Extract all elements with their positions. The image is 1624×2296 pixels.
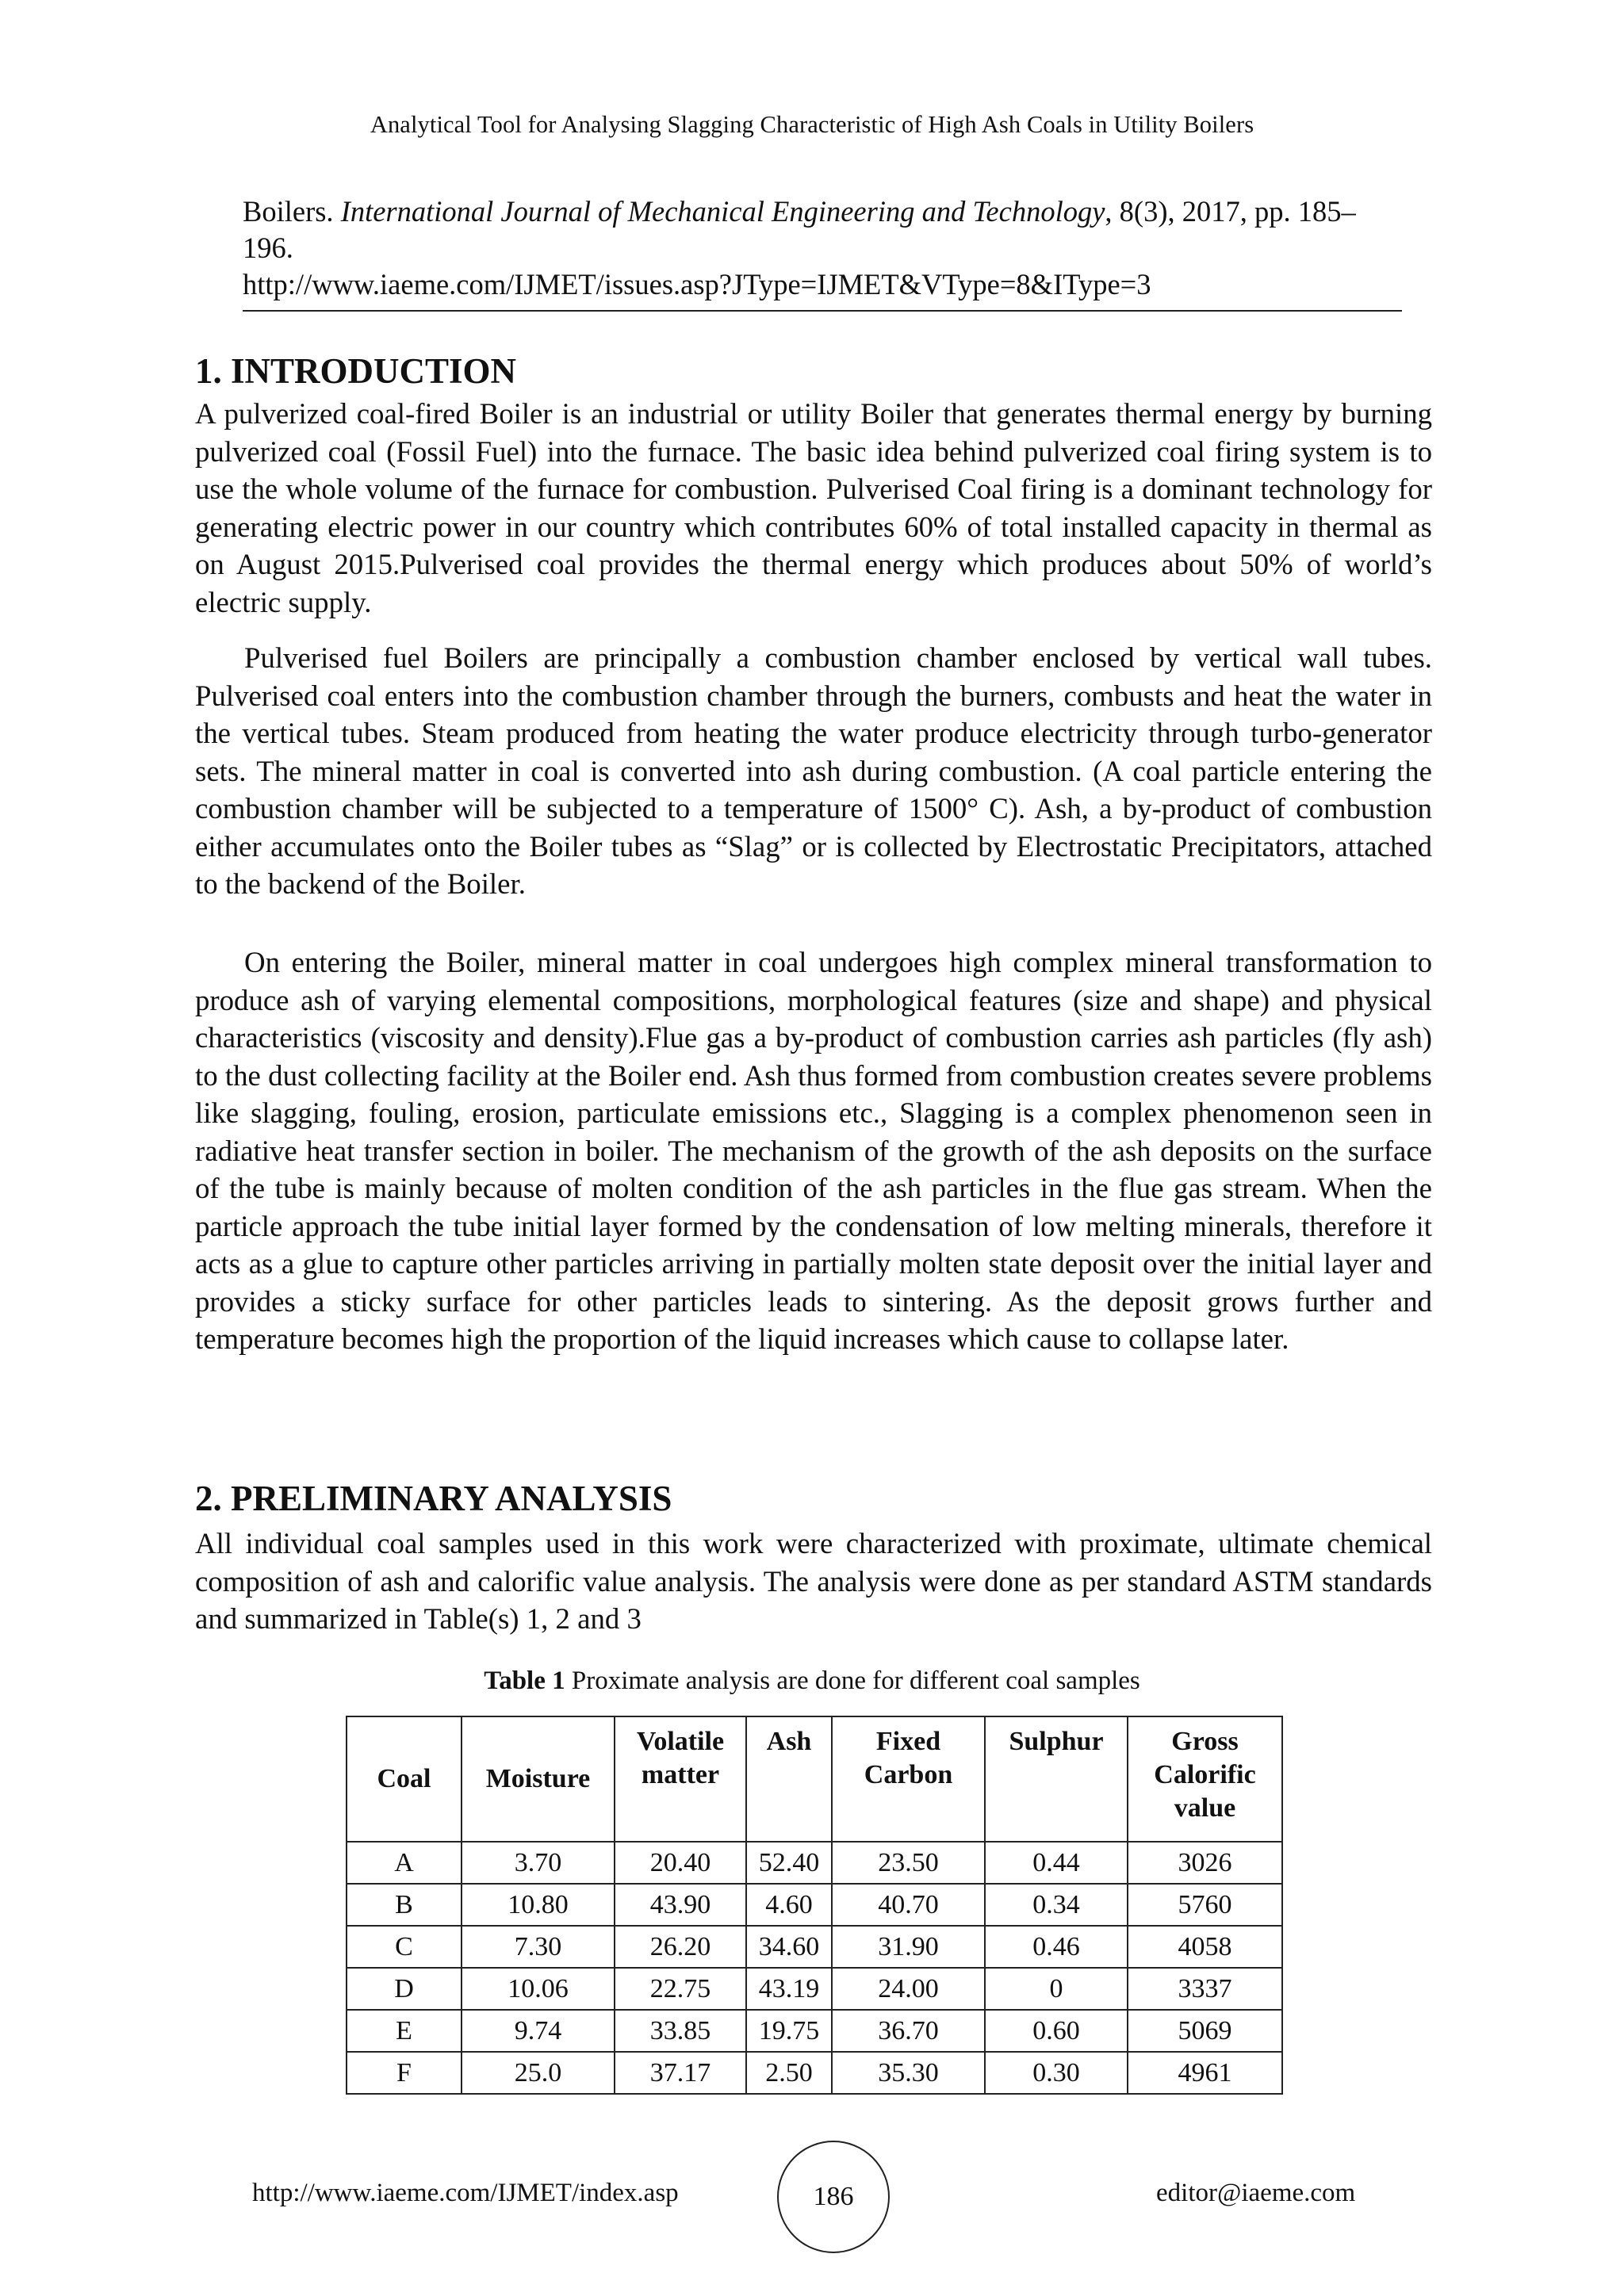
- citation-prefix: Boilers.: [243, 195, 341, 228]
- table-cell: B: [347, 1884, 462, 1926]
- footer-email[interactable]: editor@iaeme.com: [1156, 2179, 1356, 2207]
- table-cell: C: [347, 1926, 462, 1968]
- table-header-cell: Ash: [746, 1716, 832, 1842]
- table-cell: 24.00: [832, 1968, 985, 2010]
- running-header: Analytical Tool for Analysing Slagging Characteristic of High Ash Coals in Utility Boilers: [370, 111, 1254, 138]
- table-header-cell: Coal: [347, 1716, 462, 1842]
- section-heading-preliminary-analysis: 2. PRELIMINARY ANALYSIS: [195, 1479, 672, 1518]
- citation: [243, 193, 1400, 303]
- table-1-caption: [0, 1667, 1624, 1696]
- table-cell: 3026: [1128, 1842, 1282, 1884]
- table-cell: 4961: [1128, 2052, 1282, 2094]
- table-cell: 31.90: [832, 1926, 985, 1968]
- table-1-caption-label: Table 1: [484, 1667, 565, 1695]
- table-cell: 0.44: [985, 1842, 1128, 1884]
- table-cell: 37.17: [615, 2052, 746, 2094]
- table-cell: 22.75: [615, 1968, 746, 2010]
- table-row: [347, 1968, 1282, 2010]
- table-cell: 43.90: [615, 1884, 746, 1926]
- table-cell: F: [347, 2052, 462, 2094]
- table-cell: 23.50: [832, 1842, 985, 1884]
- table-cell: 34.60: [746, 1926, 832, 1968]
- table-cell: 4058: [1128, 1926, 1282, 1968]
- table-header-cell: Gross Calorific value: [1128, 1716, 1282, 1842]
- table-cell: 20.40: [615, 1842, 746, 1884]
- table-cell: A: [347, 1842, 462, 1884]
- intro-paragraph-3: On entering the Boiler, mineral matter in coal undergoes high complex mineral transformation to produce ash of varying elemental compositions, morphological features (size and shape) and physical characteristics (viscosity and density).Flue gas a by-product of combustion carries ash particles (fly ash) to the dust collecting facility at the Boiler end. Ash thus formed from combustion creates severe problems like slagging, fouling, erosion, particulate emissions etc., Slagging is a complex phenomenon seen in radiative heat transfer section in boiler. The mechanism of the growth of the ash deposits on the surface of the tube is mainly because of molten condition of the ash particles in the flue gas stream. When the particle approach the tube initial layer formed by the condensation of low melting minerals, therefore it acts as a glue to capture other particles arriving in partially molten state deposit over the initial layer and provides a sticky surface for other particles leads to sintering. As the deposit grows further and temperature becomes high the proportion of the liquid increases which cause to collapse later.: [195, 946, 1432, 1355]
- page-number-badge: [777, 2141, 890, 2253]
- table-cell: 40.70: [832, 1884, 985, 1926]
- intro-paragraph-1: A pulverized coal-fired Boiler is an industrial or utility Boiler that generates thermal energy by burning pulverized coal (Fossil Fuel) into the furnace. The basic idea behind pulverized coal firing system is to use the whole volume of the furnace for combustion. Pulverised Coal firing is a dominant technology for generating electric power in our country which contributes 60% of total installed capacity in thermal as on August 2015.Pulverised coal provides the thermal energy which produces about 50% of world’s electric supply.: [195, 397, 1432, 618]
- footer-url[interactable]: http://www.iaeme.com/IJMET/index.asp: [252, 2179, 679, 2207]
- table-cell: 3337: [1128, 1968, 1282, 2010]
- citation-divider: [243, 310, 1402, 312]
- table-cell: 9.74: [462, 2010, 615, 2052]
- table-header-cell: Volatile matter: [615, 1716, 746, 1842]
- table-cell: 4.60: [746, 1884, 832, 1926]
- table-header-cell: Moisture: [462, 1716, 615, 1842]
- table-cell: 26.20: [615, 1926, 746, 1968]
- table-cell: 5069: [1128, 2010, 1282, 2052]
- table-cell: 3.70: [462, 1842, 615, 1884]
- table-row: [347, 1842, 1282, 1884]
- table-cell: 19.75: [746, 2010, 832, 2052]
- table-header-cell: Fixed Carbon: [832, 1716, 985, 1842]
- table-cell: 36.70: [832, 2010, 985, 2052]
- table-cell: 25.0: [462, 2052, 615, 2094]
- table-cell: D: [347, 1968, 462, 2010]
- table-cell: 7.30: [462, 1926, 615, 1968]
- table-cell: 0.46: [985, 1926, 1128, 1968]
- citation-url[interactable]: http://www.iaeme.com/IJMET/issues.asp?JType=IJMET&VType=8&IType=3: [243, 268, 1151, 300]
- citation-details: , 8(3), 2017, pp. 185–196.: [243, 195, 1356, 264]
- table-cell: 0: [985, 1968, 1128, 2010]
- table-row: [347, 2052, 1282, 2094]
- analysis-paragraph: All individual coal samples used in this work were characterized with proximate, ultimate chemical composition of ash and calorific value analysis. The analysis were done as per standard ASTM standards and summarized in Table(s) 1, 2 and 3: [195, 1527, 1432, 1635]
- table-header-cell: Sulphur: [985, 1716, 1128, 1842]
- table-row: [347, 2010, 1282, 2052]
- table-cell: 0.30: [985, 2052, 1128, 2094]
- table-cell: 35.30: [832, 2052, 985, 2094]
- citation-journal: International Journal of Mechanical Engineering and Technology: [340, 195, 1105, 228]
- table-1-caption-text: Proximate analysis are done for different coal samples: [565, 1667, 1140, 1695]
- table-cell: E: [347, 2010, 462, 2052]
- table-cell: 52.40: [746, 1842, 832, 1884]
- table-cell: 10.80: [462, 1884, 615, 1926]
- proximate-analysis-table: [346, 1716, 1283, 2095]
- table-cell: 10.06: [462, 1968, 615, 2010]
- table-cell: 5760: [1128, 1884, 1282, 1926]
- table-cell: 2.50: [746, 2052, 832, 2094]
- table-cell: 0.34: [985, 1884, 1128, 1926]
- table-cell: 33.85: [615, 2010, 746, 2052]
- section-heading-introduction: 1. INTRODUCTION: [195, 351, 517, 391]
- table-cell: 43.19: [746, 1968, 832, 2010]
- table-header-row: [347, 1716, 1282, 1842]
- page-number: 186: [813, 2182, 854, 2211]
- intro-paragraph-2: Pulverised fuel Boilers are principally a combustion chamber enclosed by vertical wall tubes. Pulverised coal enters into the combustion chamber through the burners, combusts and heat the water in the vertical tubes. Steam produced from heating the water produce electricity through turbo-generator sets. The mineral matter in coal is converted into ash during combustion. (A coal particle entering the combustion chamber will be subjected to a temperature of 1500° C). Ash, a by-product of combustion either accumulates onto the Boiler tubes as “Slag” or is collected by Electrostatic Precipitators, attached to the backend of the Boiler.: [195, 641, 1432, 900]
- table-row: [347, 1926, 1282, 1968]
- table-row: [347, 1884, 1282, 1926]
- table-cell: 0.60: [985, 2010, 1128, 2052]
